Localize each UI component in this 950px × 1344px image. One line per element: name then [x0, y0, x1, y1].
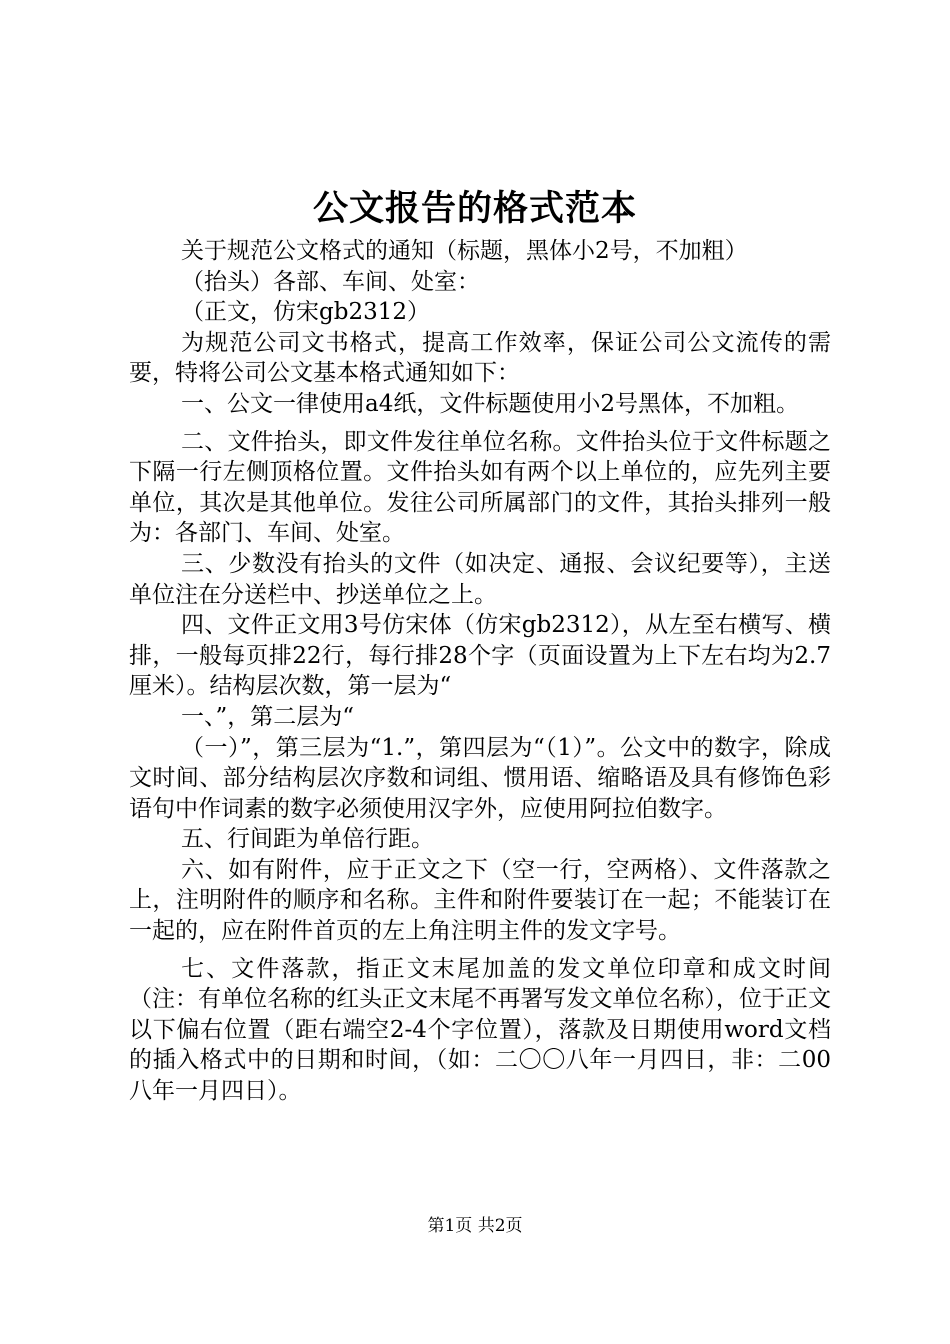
paragraph-item-6: 六、如有附件，应于正文之下（空一行，空两格）、文件落款之上，注明附件的顺序和名称。主件和附件要装订在一起；不能装订在一起的，应在附件首页的左上角注明主件的发文字号。 [129, 856, 831, 945]
paragraph-body-font: （正文，仿宋gb2312） [181, 299, 430, 326]
document-body [129, 236, 831, 1107]
paragraph-item-1: 一、公文一律使用a4纸，文件标题使用小2号黑体，不加粗。 [181, 390, 799, 417]
paragraph-header: （抬头）各部、车间、处室： [181, 268, 480, 295]
paragraph-item-4: 四、文件正文用3号仿宋体（仿宋gb2312），从左至右横写、横排，一般每页排22行，每行排28个字（页面设置为上下左右均为2.7厘米）。结构层次数，第一层为“ [129, 612, 831, 700]
page-number: 第1页 共2页 [427, 1216, 523, 1236]
paragraph-item-2: 二、文件抬头，即文件发往单位名称。文件抬头位于文件标题之下隔一行左侧顶格位置。文件抬头如有两个以上单位的，应先列主要单位，其次是其他单位。发往公司所属部门的文件，其抬头排列一般为：各部门、车间、处室。 [129, 428, 831, 547]
paragraph-intro: 为规范公司文书格式，提高工作效率，保证公司公文流传的需要，特将公司公文基本格式通知如下： [129, 329, 831, 387]
document-title: 公文报告的格式范本 [312, 188, 637, 229]
paragraph-level-1: 一、”，第二层为“ [181, 703, 355, 730]
paragraph-level-2: （一）”，第三层为“1.”，第四层为“（1）”。公文中的数字，除成文时间、部分结构层次序数和词组、惯用语、缩略语及具有修饰色彩语句中作词素的数字必须使用汉字外，应使用阿拉伯数字。 [129, 734, 831, 822]
paragraph-item-7: 七、文件落款，指正文末尾加盖的发文单位印章和成文时间（注：有单位名称的红头正文末尾不再署写发文单位名称），位于正文以下偏右位置（距右端空2-4个字位置），落款及日期使用word文档的插入格式中的日期和时间，（如：二〇〇八年一月四日，非：二00八年一月四日）。 [129, 955, 831, 1105]
paragraph-notice-title: 关于规范公文格式的通知（标题，黑体小2号，不加粗） [181, 238, 748, 264]
paragraph-item-5: 五、行间距为单倍行距。 [181, 826, 434, 853]
paragraph-item-3: 三、少数没有抬头的文件（如决定、通报、会议纪要等），主送单位注在分送栏中、抄送单位之上。 [129, 550, 831, 608]
